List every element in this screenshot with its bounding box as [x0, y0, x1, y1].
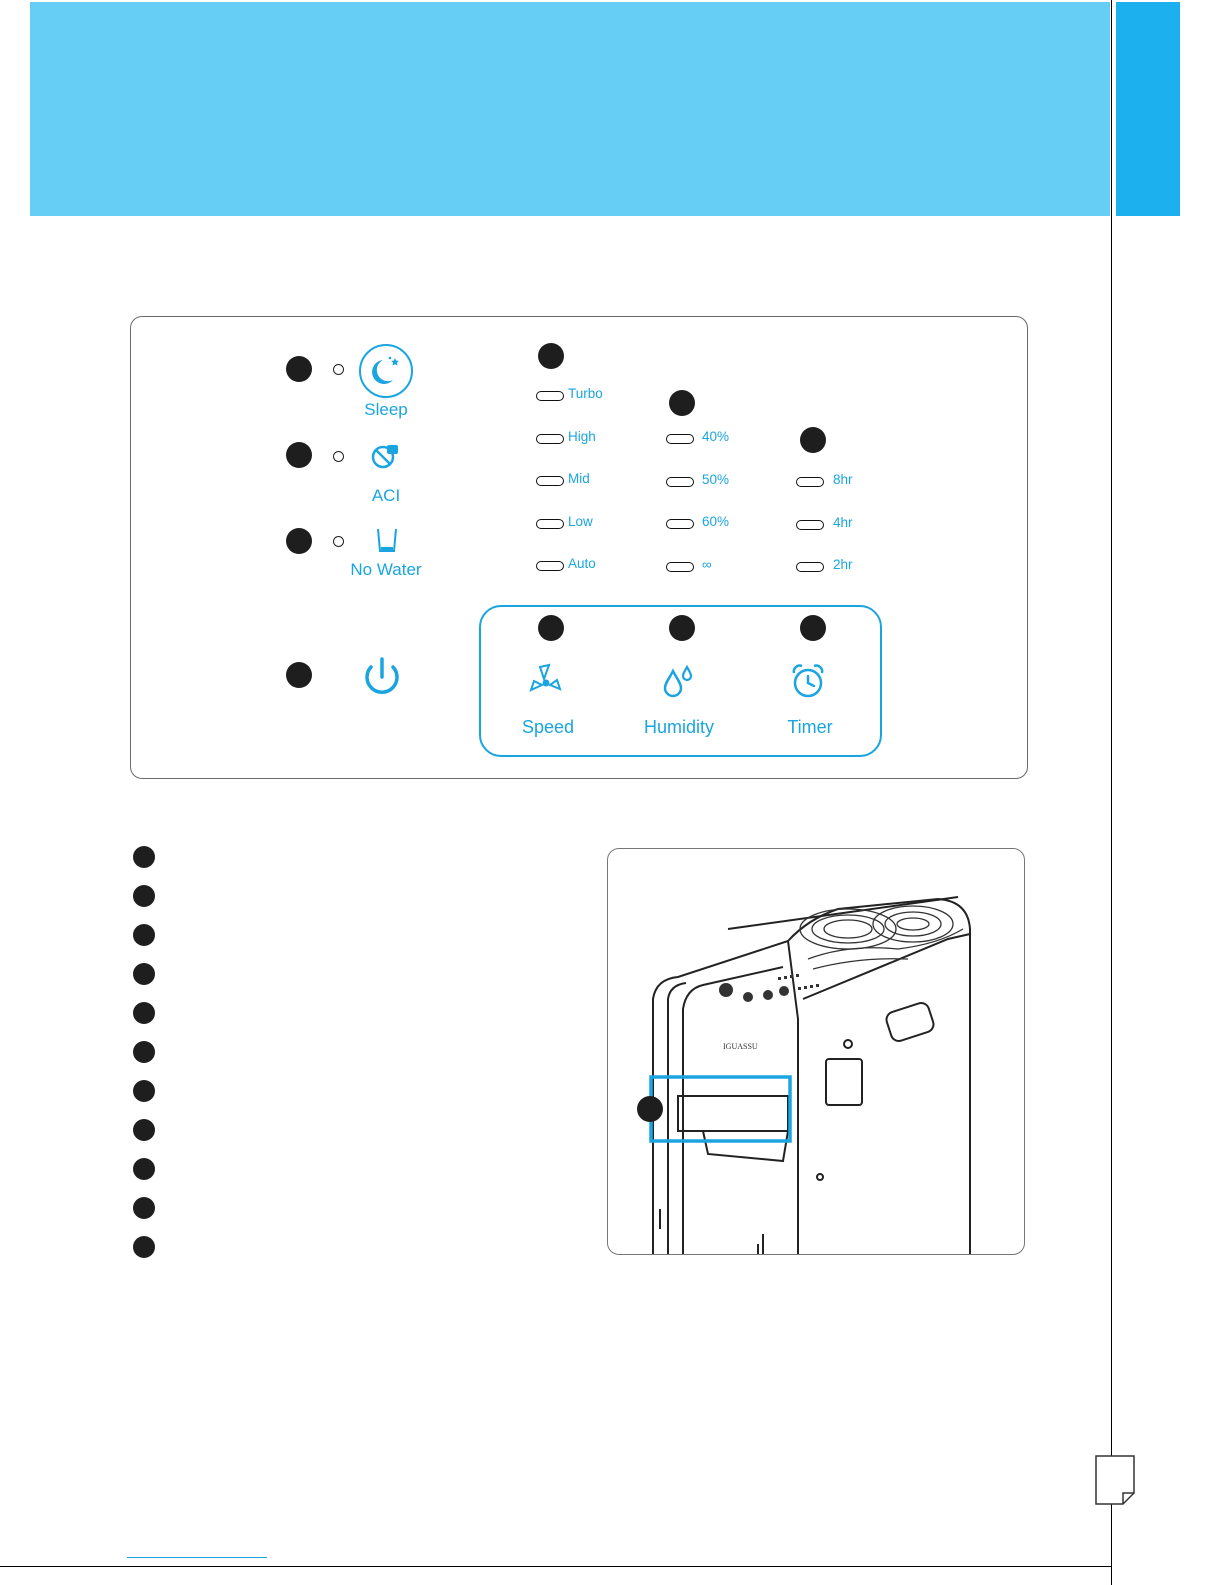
header-tab	[1116, 2, 1180, 216]
callout-dot	[669, 615, 695, 641]
callout-dot	[286, 356, 312, 382]
speed-button[interactable]	[516, 651, 580, 715]
no-water-label: No Water	[350, 560, 422, 579]
moon-stars-icon	[361, 346, 411, 396]
speed-indicator	[536, 519, 564, 529]
legend-item-dot	[133, 1236, 155, 1258]
aci-label: ACI	[371, 486, 401, 505]
aci-led	[333, 451, 344, 462]
legend-item-dot	[133, 924, 155, 946]
footer-link-underline	[127, 1557, 267, 1558]
sleep-led	[333, 364, 344, 375]
timer-label: Timer	[787, 717, 833, 737]
legend-item-dot	[133, 1158, 155, 1180]
humidity-indicator-label: 40%	[702, 429, 730, 444]
fan-icon	[516, 651, 576, 711]
speed-indicator	[536, 476, 564, 486]
legend-item-dot	[133, 1197, 155, 1219]
header-band	[30, 2, 1110, 216]
timer-indicator	[796, 477, 824, 487]
brand-text: IGUASSU	[723, 1042, 758, 1051]
legend-item-dot	[133, 885, 155, 907]
aci-button[interactable]	[359, 430, 413, 484]
speed-indicator	[536, 561, 564, 571]
power-icon	[343, 639, 421, 717]
speed-indicator-label: Mid	[568, 471, 590, 487]
timer-indicator	[796, 520, 824, 530]
speed-indicator	[536, 391, 564, 401]
legend-item-dot	[133, 1080, 155, 1102]
no-water-led	[333, 536, 344, 547]
speed-indicator-label: High	[568, 428, 596, 444]
speed-indicator-label: Turbo	[568, 386, 603, 401]
speed-indicator-label: Low	[568, 513, 593, 529]
legend-item-dot	[133, 846, 155, 868]
callout-dot	[286, 662, 312, 688]
callout-dot	[669, 390, 695, 416]
legend-item-dot	[133, 1002, 155, 1024]
callout-dot	[286, 528, 312, 554]
timer-indicator-label: 4hr	[833, 514, 853, 530]
humidity-indicator-label: 60%	[702, 514, 730, 530]
timer-indicator	[796, 562, 824, 572]
speed-label: Speed	[521, 717, 575, 737]
power-button[interactable]	[336, 632, 437, 733]
aci-timer-icon	[359, 430, 409, 480]
callout-dot	[286, 442, 312, 468]
footer-rule	[0, 1566, 1111, 1567]
droplets-icon	[647, 651, 707, 711]
speed-indicator	[536, 434, 564, 444]
timer-indicator-label: 2hr	[833, 557, 853, 573]
legend-item-dot	[133, 1041, 155, 1063]
legend-item-dot	[133, 963, 155, 985]
sleep-button[interactable]	[359, 344, 413, 398]
timer-button[interactable]	[778, 651, 842, 715]
humidity-indicator	[666, 434, 694, 444]
callout-dot	[538, 343, 564, 369]
alarm-clock-icon	[778, 651, 838, 711]
page-number-icon	[1095, 1455, 1135, 1505]
humidity-label: Humidity	[643, 717, 714, 737]
callout-dot	[800, 427, 826, 453]
product-illustration	[607, 848, 1025, 1255]
speed-indicator-label: Auto	[568, 556, 596, 572]
legend-item-dot	[133, 1119, 155, 1141]
humidity-indicator	[666, 477, 694, 487]
callout-dot	[637, 1096, 663, 1122]
water-cup-icon	[375, 527, 399, 555]
dehumidifier-drawing	[608, 849, 1025, 1255]
callout-dot	[538, 615, 564, 641]
humidity-indicator	[666, 562, 694, 572]
timer-indicator-label: 8hr	[833, 472, 853, 487]
humidity-indicator-label: 50%	[702, 471, 730, 487]
humidity-indicator	[666, 519, 694, 529]
humidity-button[interactable]	[647, 651, 711, 715]
callout-dot	[800, 615, 826, 641]
page-margin-rule	[1111, 0, 1112, 1585]
humidity-indicator-label: ∞	[702, 556, 712, 572]
sleep-label: Sleep	[364, 400, 408, 419]
